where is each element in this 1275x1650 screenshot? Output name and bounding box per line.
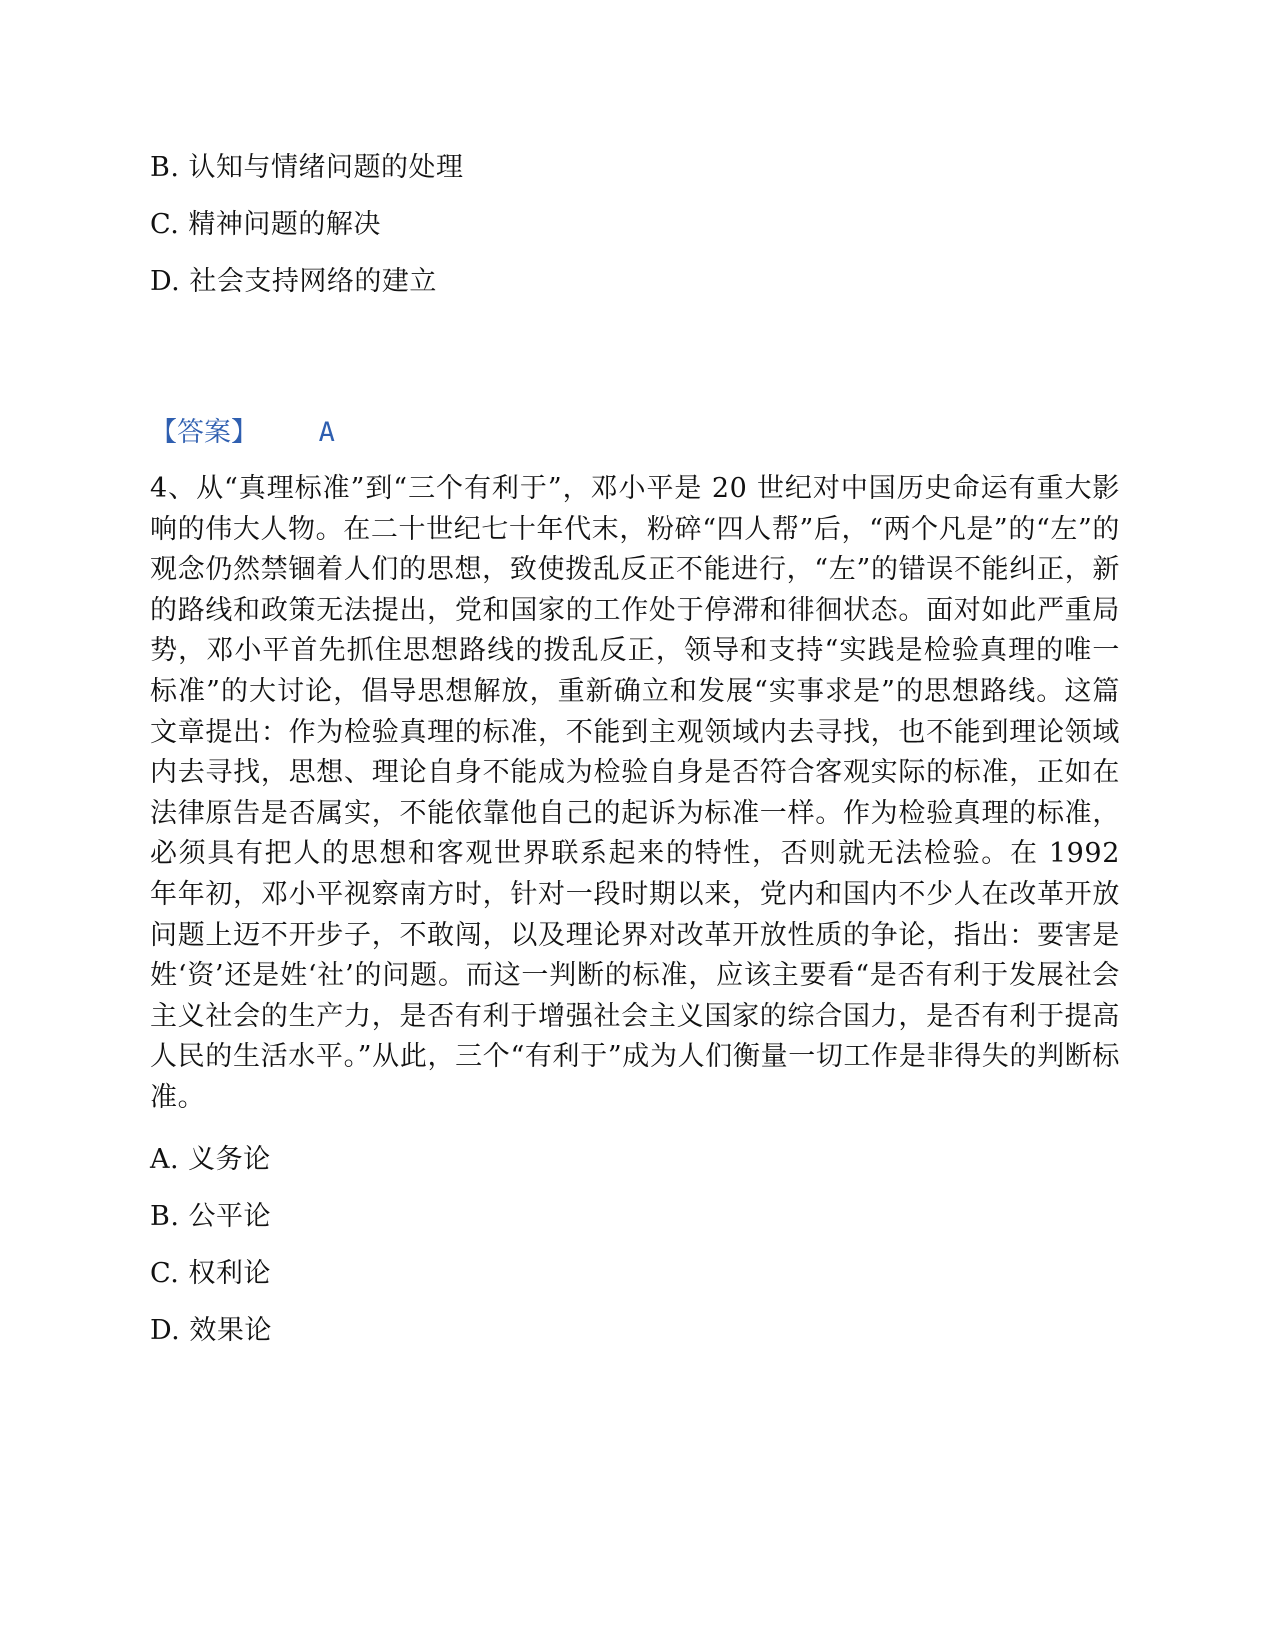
option-b: B. 认知与情绪问题的处理: [150, 152, 464, 183]
question-text: 4、从“真理标准”到“三个有利于”，邓小平是 20 世纪对中国历史命运有重大影响的伟大人物。在二十世纪七十年代末，粉碎“四人帮”后，“两个凡是”的“左”的观念仍然禁锢着人们的思想，致使拨乱反正不能进行，“左”的错误不能纠正，新的路线和政策无法提出，党和国家的工作处于停滞和徘徊状态。面对如此严重局势，邓小平首先抓住思想路线的拨乱反正，领导和支持“实践是检验真理的唯一标准”的大讨论，倡导思想解放，重新确立和发展“实事求是”的思想路线。这篇文章提出：作为检验真理的标准，不能到主观领域内去寻找，也不能到理论领域内去寻找，思想、理论自身不能成为检验自身是否符合客观实际的标准，正如在法律原告是否属实，不能依靠他自己的起诉为标准一样。作为检验真理的标准，必须具有把人的思想和客观世界联系起来的特性，否则就无法检验。在 1992 年年初，邓小平视察南方时，针对一段时期以来，党内和国内不少人在改革开放问题上迈不开步子，不敢闯，以及理论界对改革开放性质的争论，指出：要害是姓‘资’还是姓‘社’的问题。而这一判断的标准，应该主要看“是否有利于发展社会主义社会的生产力，是否有利于增强社会主义国家的综合国力，是否有利于提高人民的生活水平。”从此，三个“有利于”成为人们衡量一切工作是非得失的判断标准。: [150, 473, 1120, 1113]
option-c: C. 权利论: [150, 1258, 271, 1289]
option-a: A. 义务论: [150, 1144, 271, 1175]
option-d: D. 效果论: [150, 1315, 272, 1346]
answer-row: [150, 413, 335, 453]
answer-value: A: [318, 417, 335, 448]
option-c: C. 精神问题的解决: [150, 209, 381, 240]
answer-label: 【答案】: [150, 417, 258, 448]
option-b: B. 公平论: [150, 1201, 272, 1232]
option-d: D. 社会支持网络的建立: [150, 266, 437, 297]
